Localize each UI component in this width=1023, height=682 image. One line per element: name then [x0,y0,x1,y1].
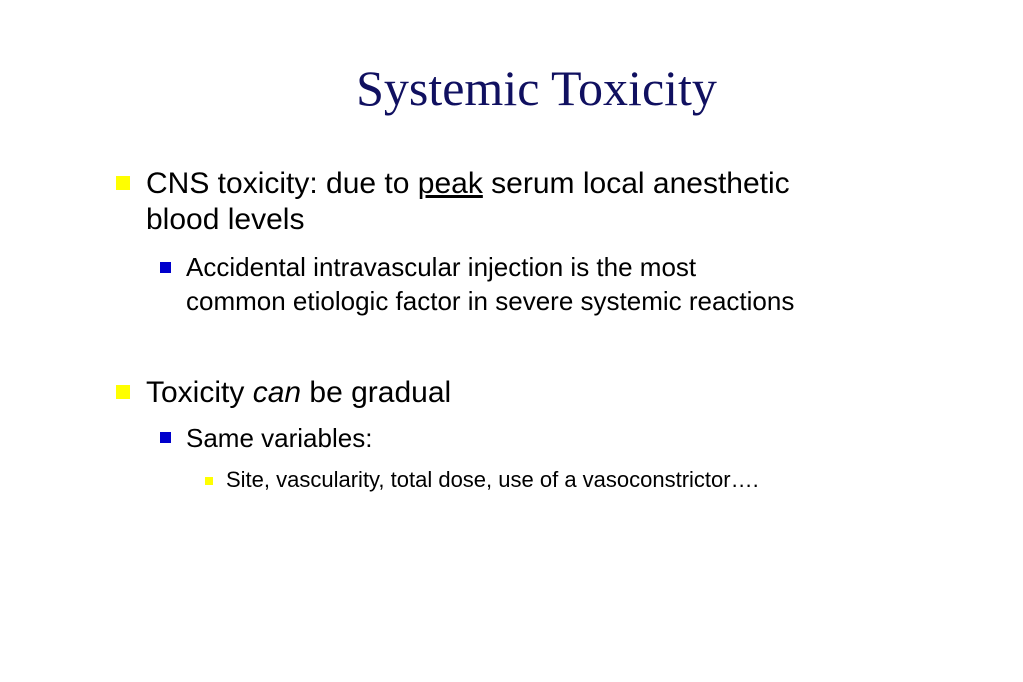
subbullet-accidental-line2: common etiologic factor in severe systemic reactions [186,286,795,316]
bullet-toxicity-gradual [146,375,451,410]
bullet-toxicity-text-pre: Toxicity [146,376,253,409]
square-bullet-icon [116,385,130,399]
bullet-cns-toxicity-line2: blood levels [146,203,305,236]
subbullet-accidental-line1: Accidental intravascular injection is the most [186,252,697,282]
subsubbullet-site-variables: Site, vascularity, total dose, use of a vasoconstrictor…. [226,467,759,492]
slide-title: Systemic Toxicity [356,60,717,116]
square-bullet-icon [205,477,213,485]
bullet-cns-emph: peak [417,167,483,200]
bullet-toxicity-text-post: be gradual [301,376,452,409]
bullet-cns-text-post: serum local anesthetic [482,167,790,200]
square-bullet-icon [116,176,130,190]
subbullet-same-variables: Same variables: [186,423,373,453]
bullet-toxicity-emph: can [252,376,302,409]
square-bullet-icon [160,432,171,443]
bullet-cns-text-pre: CNS toxicity: due to [146,167,418,200]
square-bullet-icon [160,262,171,273]
bullet-cns-toxicity-line1 [146,166,790,201]
